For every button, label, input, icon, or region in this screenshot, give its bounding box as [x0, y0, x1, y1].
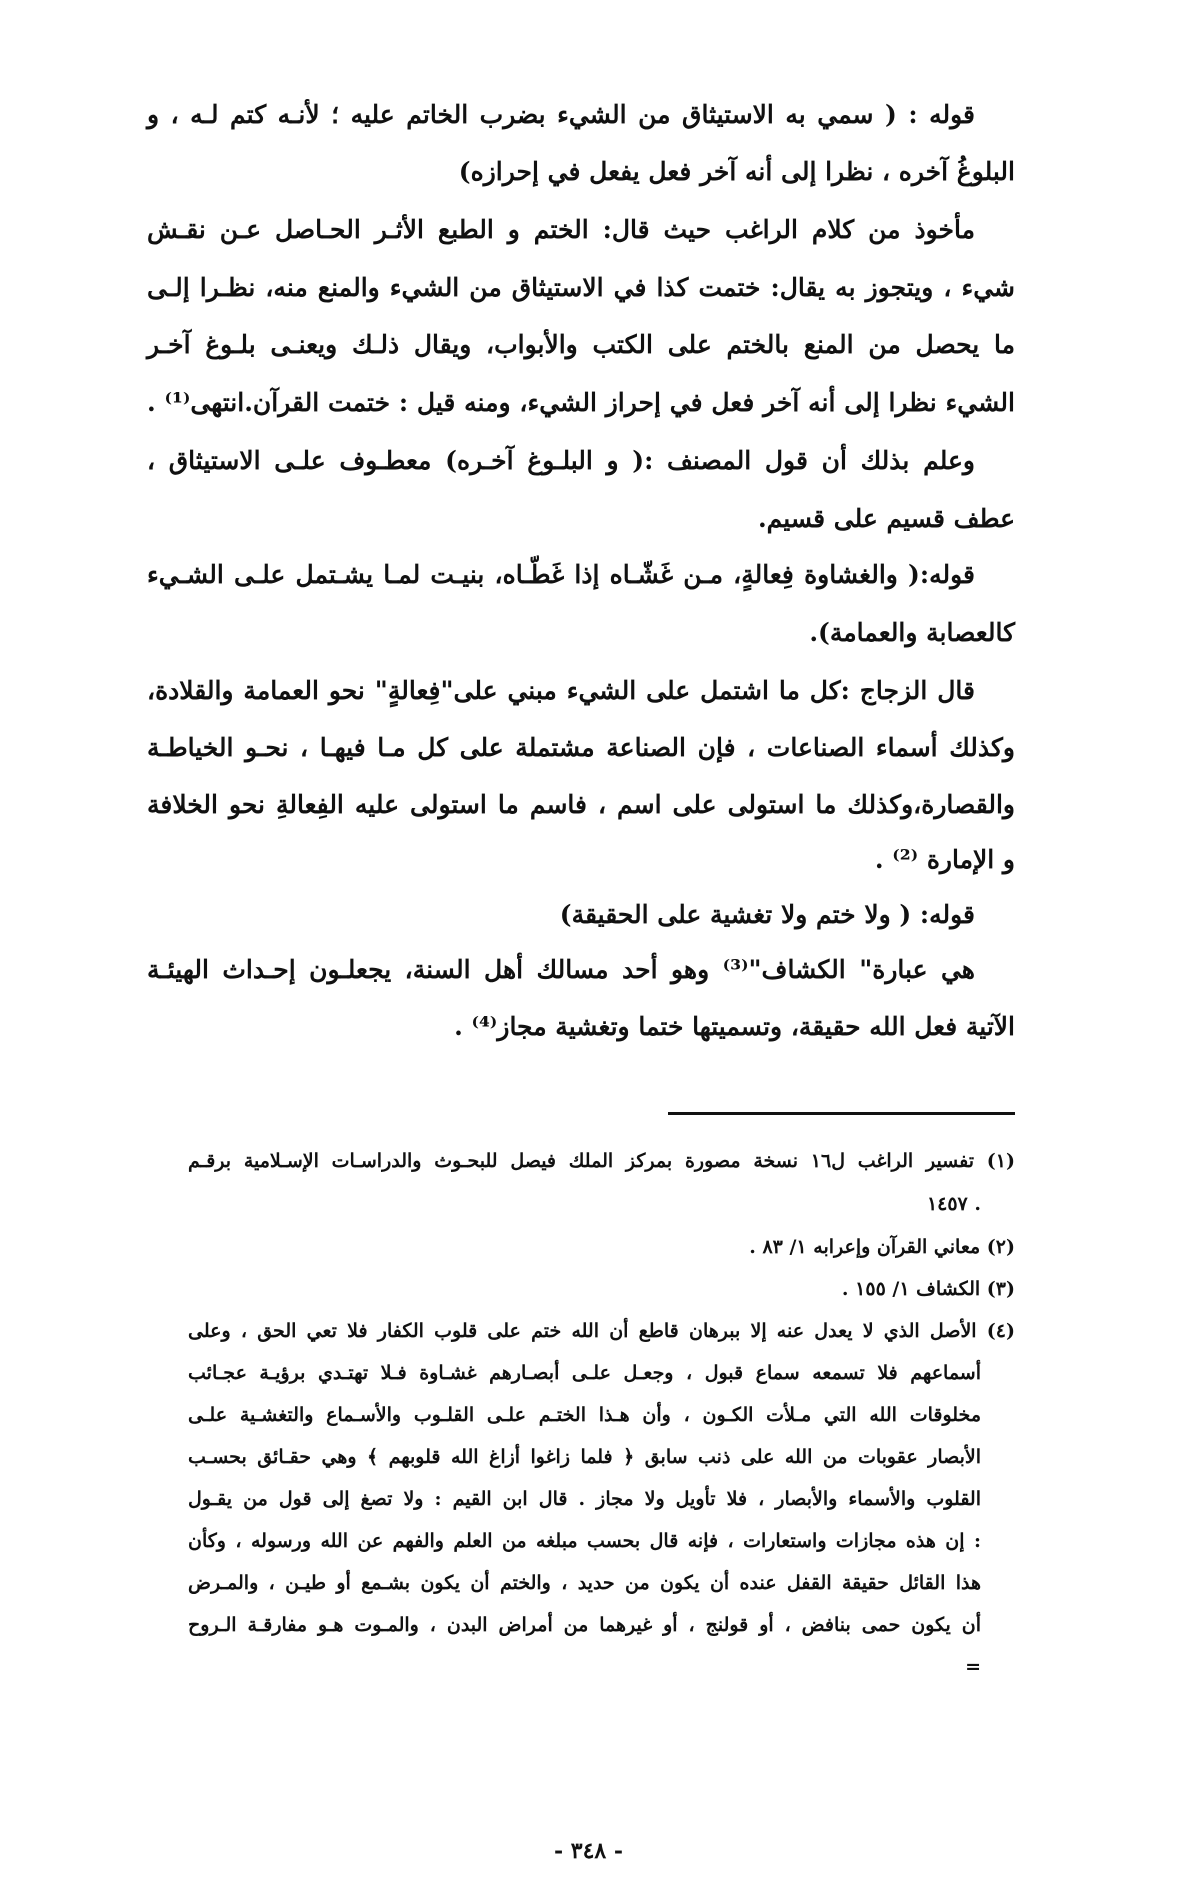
body-line: قوله: ( ولا ختم ولا تغشية على الحقيقة): [559, 900, 975, 929]
body-line: قوله:( والغشاوة فِعالةٍ، مـن غَشّـاه إذا غَطّـاه، بنيـت لمـا يشـتمل علـى الشـيء: [147, 560, 975, 589]
footnote-separator: [668, 1112, 1015, 1115]
footnote-line: (٣) الكشاف ١/ ١٥٥ .: [841, 1278, 1015, 1300]
body-line: كالعصابة والعمامة).: [809, 618, 1015, 647]
body-line: ما يحصل من المنع بالختم على الكتب والأبواب، ويقال ذلـك ويعنـى بلـوغ آخـر: [147, 330, 1015, 359]
body-line: قوله : ( سمي به الاستيثاق من الشيء بضرب الخاتم عليه ؛ لأنـه كتم لـه ، و: [147, 100, 975, 129]
body-line: و الإمارة ⁽²⁾ .: [874, 845, 1015, 874]
body-line: وعلم بذلك أن قول المصنف :( و البلـوغ آخـره) معطـوف علـى الاستيثاق ،: [147, 446, 975, 475]
body-line: شيء ، ويتجوز به يقال: ختمت كذا في الاستيثاق من الشيء والمنع منه، نظـرا إلـى: [147, 273, 1015, 302]
body-line: وكذلك أسماء الصناعات ، فإن الصناعة مشتملة على كل مـا فيهـا ، نحـو الخياطـة: [147, 733, 1015, 762]
body-line: عطف قسيم على قسيم.: [757, 504, 1015, 533]
footnote-line: : إن هذه مجازات واستعارات ، فإنه قال بحسب مبلغه من العلم والفهم عن الله ورسوله ، وكأن: [188, 1530, 981, 1552]
footnote-line: القلوب والأسماء والأبصار ، فلا تأويل ولا مجاز . قال ابن القيم : ولا تصغ إلى قول من يقـول: [188, 1488, 981, 1510]
footnote-line: (٢) معاني القرآن وإعرابه ١/ ٨٣ .: [749, 1236, 1015, 1258]
footnote-line: أسماعهم فلا تسمعه سماع قبول ، وجعـل علـى أبصـارهم غشـاوة فـلا تهتـدي برؤيـة عجـائب: [188, 1362, 981, 1384]
body-line: مأخوذ من كلام الراغب حيث قال: الختم و الطبع الأثـر الحـاصل عـن نقـش: [147, 215, 975, 244]
footnote-line: الأبصار عقوبات من الله على ذنب سابق ﴿ فلما زاغوا أزاغ الله قلوبهم ﴾ وهي حقـائق بحسـب: [188, 1446, 981, 1468]
footnote-line: (١) تفسير الراغب ل١٦ نسخة مصورة بمركز الملك فيصل للبحـوث والدراسـات الإسـلامية برقـم: [188, 1150, 1015, 1172]
page-number: - ٣٤٨ -: [553, 1838, 624, 1864]
footnote-line: مخلوقات الله التي مـلأت الكـون ، وأن هـذا الختـم علـى القلـوب والأسـماع والتغشـية علـى: [188, 1404, 981, 1426]
footnote-line: =: [965, 1656, 981, 1678]
body-line: هي عبارة" الكشاف"⁽³⁾ وهو أحد مسالك أهل السنة، يجعلـون إحـداث الهيئـة: [147, 955, 975, 984]
body-line: الآتية فعل الله حقيقة، وتسميتها ختما وتغشية مجاز⁽⁴⁾ .: [454, 1012, 1015, 1041]
footnote-line: (٤) الأصل الذي لا يعدل عنه إلا ببرهان قاطع أن الله ختم على قلوب الكفار فلا تعي الحق ، وعلى: [188, 1320, 1015, 1342]
footnote-line: . ١٤٥٧: [926, 1193, 981, 1215]
footnote-line: أن يكون حمى بنافض ، أو قولنج ، أو غيرهما من أمراض البدن ، والمـوت هـو مفارقـة الـروح: [188, 1614, 981, 1636]
body-line: قال الزجاج :كل ما اشتمل على الشيء مبني على"فِعالةٍ" نحو العمامة والقلادة،: [147, 676, 975, 705]
body-line: الشيء نظرا إلى أنه آخر فعل في إحراز الشيء، ومنه قيل : ختمت القرآن.انتهى⁽¹⁾ .: [147, 388, 1015, 417]
body-line: والقصارة،وكذلك ما استولى على اسم ، فاسم ما استولى عليه الفِعالةِ نحو الخلافة: [147, 790, 1015, 819]
body-line: البلوغُ آخره ، نظرا إلى أنه آخر فعل يفعل في إحرازه): [458, 157, 1015, 186]
footnote-line: هذا القائل حقيقة القفل عنده أن يكون من حديد ، والختم أن يكون بشـمع أو طيـن ، والمـرض: [188, 1572, 981, 1594]
